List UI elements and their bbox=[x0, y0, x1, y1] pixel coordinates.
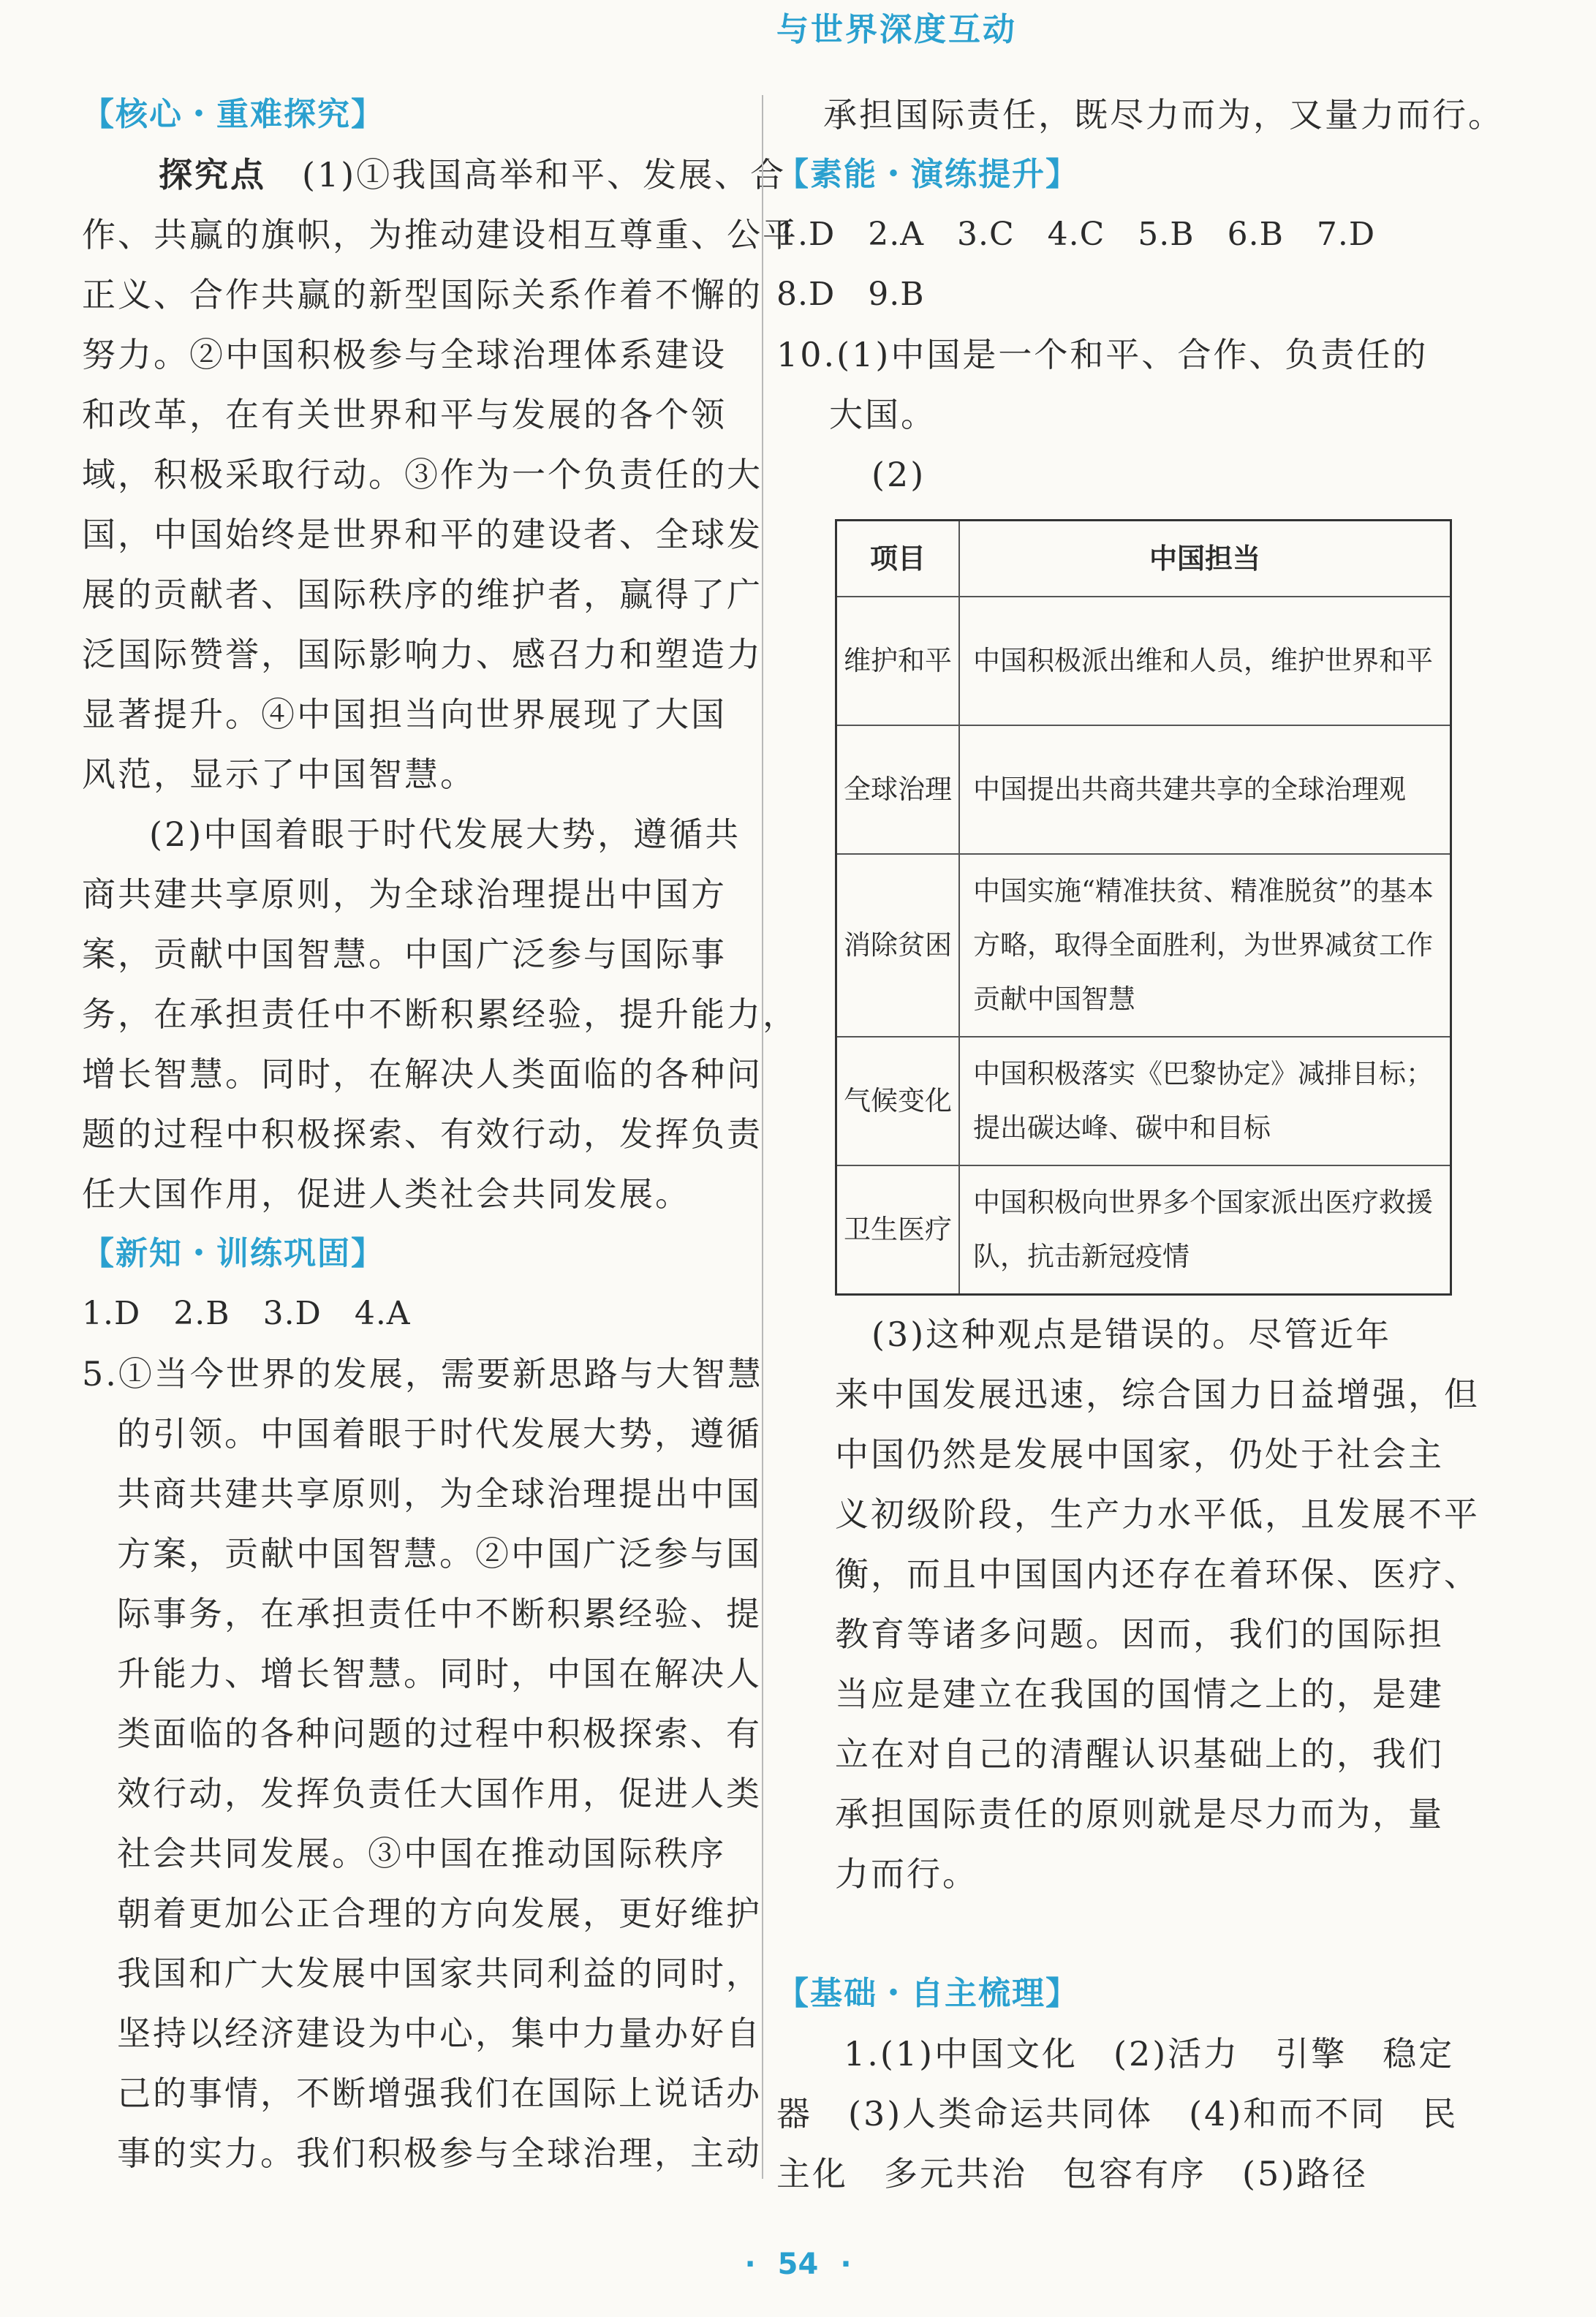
table-row bbox=[836, 854, 1451, 1037]
q5-line: 坚持以经济建设为中心，集中力量办好自 bbox=[117, 2014, 762, 2053]
para1-line: 风范，显示了中国智慧。 bbox=[82, 755, 476, 794]
q5-line: 方案，贡献中国智慧。②中国广泛参与国 bbox=[117, 1534, 762, 1573]
table-cell-item: 气候变化 bbox=[836, 1037, 960, 1165]
basics-line: 1.(1)中国文化 (2)活力 引擎 稳定 bbox=[844, 2034, 1455, 2074]
q10-line: 大国。 bbox=[829, 395, 937, 434]
heading-basics: 【基础・自主梳理】 bbox=[776, 1975, 1079, 2012]
q5-line: 升能力、增长智慧。同时，中国在解决人 bbox=[117, 1654, 762, 1693]
para2-line: 商共建共享原则，为全球治理提出中国方 bbox=[82, 874, 727, 914]
table-row bbox=[836, 725, 1451, 854]
china-responsibility-table bbox=[835, 519, 1452, 1296]
table-row bbox=[836, 597, 1451, 725]
table-cell-item: 维护和平 bbox=[836, 597, 960, 725]
q10-subpart: (2) bbox=[871, 455, 926, 494]
q5-line: 朝着更加公正合理的方向发展，更好维护 bbox=[117, 1894, 762, 1933]
para1-line: 努力。②中国积极参与全球治理体系建设 bbox=[82, 335, 727, 374]
page-number bbox=[0, 2248, 1596, 2281]
page-number-value: 54 bbox=[777, 2248, 819, 2281]
q10-3-line: 力而行。 bbox=[835, 1854, 978, 1894]
right-column bbox=[776, 0, 1504, 2193]
answers-advanced-1: 1.D 2.A 3.C 4.C 5.B 6.B 7.D bbox=[776, 216, 1376, 253]
table-header-item: 项目 bbox=[836, 521, 960, 597]
q5-line: 类面临的各种问题的过程中积极探索、有 bbox=[117, 1714, 762, 1753]
section-title: 与世界深度互动 bbox=[776, 11, 1017, 48]
table-cell-desc: 中国提出共商共建共享的全球治理观 bbox=[959, 725, 1451, 854]
q10-3-line: (3)这种观点是错误的。尽管近年 bbox=[871, 1315, 1392, 1354]
table-row bbox=[836, 1037, 1451, 1165]
para1-line: 展的贡献者、国际秩序的维护者，赢得了广 bbox=[82, 575, 763, 614]
table-cell-desc: 中国积极派出维和人员，维护世界和平 bbox=[959, 597, 1451, 725]
q10-3-line: 教育等诸多问题。因而，我们的国际担 bbox=[835, 1614, 1444, 1654]
table-header-row bbox=[836, 521, 1451, 597]
heading-core-exploration: 【核心・重难探究】 bbox=[82, 96, 385, 133]
para2-line: 增长智慧。同时，在解决人类面临的各种问 bbox=[82, 1054, 763, 1094]
q5-line: 事的实力。我们积极参与全球治理，主动 bbox=[117, 2133, 762, 2173]
q5-line: 5.①当今世界的发展，需要新思路与大智慧 bbox=[82, 1354, 763, 1394]
q10-3-line: 义初级阶段，生产力水平低，且发展不平 bbox=[835, 1494, 1480, 1534]
heading-competency: 【素能・演练提升】 bbox=[776, 156, 1079, 193]
para2-line: 任大国作用，促进人类社会共同发展。 bbox=[82, 1174, 691, 1214]
para2-line: 题的过程中积极探索、有效行动，发挥负责 bbox=[82, 1114, 763, 1154]
page-number-dot: · bbox=[840, 2248, 852, 2281]
para1-line: 作、共赢的旗帜，为推动建设相互尊重、公平 bbox=[82, 215, 798, 254]
q5-line: 效行动，发挥负责任大国作用，促进人类 bbox=[117, 1774, 762, 1813]
para1-line: 显著提升。④中国担当向世界展现了大国 bbox=[82, 695, 727, 734]
para1-line: 探究点 (1)①我国高举和平、发展、合 bbox=[159, 155, 787, 194]
page-number-dot: · bbox=[744, 2248, 756, 2281]
q10-3-line: 来中国发展迅速，综合国力日益增强，但 bbox=[835, 1375, 1480, 1414]
answers-advanced-2: 8.D 9.B bbox=[776, 276, 925, 313]
q10-3-line: 中国仍然是发展中国家，仍处于社会主 bbox=[835, 1435, 1444, 1474]
para2-line: (2)中国着眼于时代发展大势，遵循共 bbox=[149, 814, 741, 854]
table-cell-desc: 中国积极落实《巴黎协定》减排目标；提出碳达峰、碳中和目标 bbox=[959, 1037, 1451, 1165]
para1-line: 正义、合作共赢的新型国际关系作着不懈的 bbox=[82, 275, 763, 314]
table-cell-desc: 中国积极向世界多个国家派出医疗救援队，抗击新冠疫情 bbox=[959, 1165, 1451, 1294]
para1-line: 国，中国始终是世界和平的建设者、全球发 bbox=[82, 515, 763, 554]
para1-line: 域，积极采取行动。③作为一个负责任的大 bbox=[82, 455, 763, 494]
para1-line: 和改革，在有关世界和平与发展的各个领 bbox=[82, 395, 727, 434]
q5-line: 己的事情，不断增强我们在国际上说话办 bbox=[117, 2074, 762, 2113]
table-cell-desc: 中国实施“精准扶贫、精准脱贫”的基本方略，取得全面胜利，为世界减贫工作贡献中国智慧 bbox=[959, 854, 1451, 1037]
basics-line: 主化 多元共治 包容有序 (5)路径 bbox=[776, 2154, 1369, 2193]
q10-3-line: 衡，而且中国国内还存在着环保、医疗、 bbox=[835, 1554, 1480, 1594]
q5-line: 共商共建共享原则，为全球治理提出中国 bbox=[117, 1474, 762, 1513]
heading-new-knowledge: 【新知・训练巩固】 bbox=[82, 1235, 385, 1272]
basics-line: 器 (3)人类命运共同体 (4)和而不同 民 bbox=[776, 2094, 1459, 2133]
q10-line: 10.(1)中国是一个和平、合作、负责任的 bbox=[776, 335, 1429, 374]
table-cell-item: 消除贫困 bbox=[836, 854, 960, 1037]
q10-3-line: 当应是建立在我国的国情之上的，是建 bbox=[835, 1674, 1444, 1714]
q5-line: 我国和广大发展中国家共同利益的同时， bbox=[117, 1954, 762, 1993]
table-cell-item: 卫生医疗 bbox=[836, 1165, 960, 1294]
column-divider bbox=[762, 95, 763, 2179]
table-header-desc: 中国担当 bbox=[959, 521, 1451, 597]
para1-line: 泛国际赞誉，国际影响力、感召力和塑造力 bbox=[82, 635, 763, 674]
table-row bbox=[836, 1165, 1451, 1294]
q10-3-line: 承担国际责任的原则就是尽力而为，量 bbox=[835, 1794, 1444, 1834]
q5-line: 社会共同发展。③中国在推动国际秩序 bbox=[117, 1834, 726, 1873]
q10-3-line: 立在对自己的清醒认识基础上的，我们 bbox=[835, 1734, 1444, 1774]
table-cell-item: 全球治理 bbox=[836, 725, 960, 854]
continued-line: 承担国际责任，既尽力而为，又量力而行。 bbox=[823, 95, 1504, 135]
para2-line: 案，贡献中国智慧。中国广泛参与国际事 bbox=[82, 934, 727, 974]
answers-basic: 1.D 2.B 3.D 4.A bbox=[82, 1295, 411, 1332]
q5-line: 的引领。中国着眼于时代发展大势，遵循 bbox=[117, 1414, 762, 1454]
q5-line: 际事务，在承担责任中不断积累经验、提 bbox=[117, 1594, 762, 1633]
para2-line: 务，在承担责任中不断积累经验，提升能力， bbox=[82, 994, 798, 1034]
